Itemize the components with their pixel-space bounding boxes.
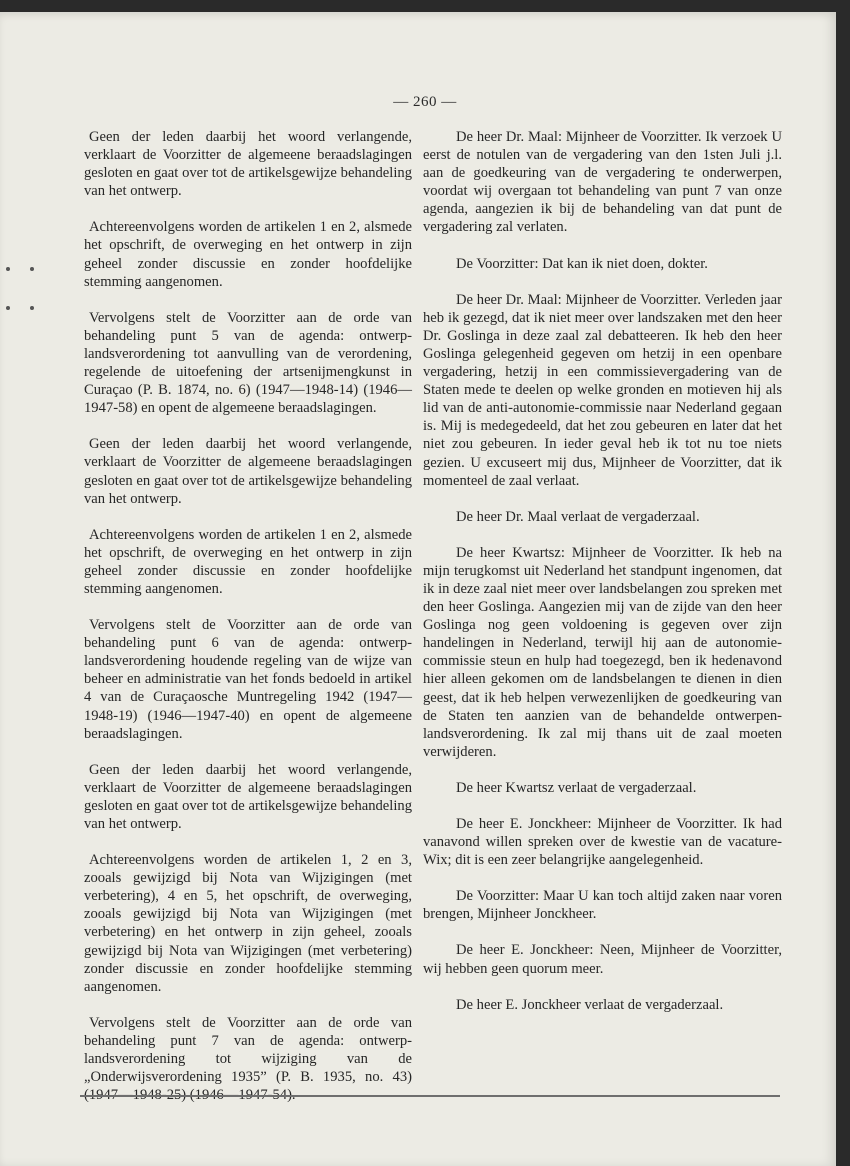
margin-mark [6,306,10,310]
paragraph: De heer Dr. Maal verlaat de vergaderzaal. [456,508,700,525]
paragraph: Achtereenvolgens worden de artikelen 1 en 2, alsmede het opschrift, de overweging en het ontwerp in zijn geheel zonder discussie en zonder hoofdelijke stemming aangenomen. [84,526,412,597]
paragraph: De heer Dr. Maal: Mijnheer de Voorzitter. Verleden jaar heb ik gezegd, dat ik niet meer over landszaken met den heer Dr. Goslinga in deze zaal zal debatteeren. Ik heb den heer Goslinga gelegenheid gegeven om hetzij in een openbare vergadering, hetzij in een commissievergadering van de Staten mede te deelen op welke gronden en motieven hij als lid van de anti-autonomie-commissie naar Nederland gegaan is. Mij is medegedeeld, dat het zou gebeuren en later dat het niet zou gebeuren. In ieder geval heb ik tot nu toe niets gezien. U excuseert mij dus, Mijnheer de Voorzitter, dat ik momenteel de zaal verlaat. [423,291,782,489]
paragraph: De Voorzitter: Dat kan ik niet doen, dokter. [456,255,708,272]
paragraph: De heer E. Jonckheer: Neen, Mijnheer de Voorzitter, wij hebben geen quorum meer. [423,942,782,977]
left-column [84,128,412,1122]
right-column [423,128,782,1032]
paragraph: Achtereenvolgens worden de artikelen 1, 2 en 3, zooals gewijzigd bij Nota van Wijzigingen (met verbetering), 4 en 5, het opschrift, de overweging, zooals gewijzigd bij Nota van Wijzigingen (met verbetering) en het ontwerp in zijn geheel, zooals gewijzigd bij Nota van Wijzigingen (met verbetering) zonder discussie en zonder hoofdelijke stemming aangenomen. [84,852,412,995]
paragraph: De heer Kwartsz verlaat de vergaderzaal. [456,779,697,796]
document-page [0,12,836,1166]
paragraph: De heer Kwartsz: Mijnheer de Voorzitter. Ik heb na mijn terugkomst uit Nederland het standpunt ingenomen, dat ik in deze zaal niet meer over landsbelangen zou spreken met den heer Goslinga. Aangezien mij van de zijde van den heer Goslinga nog geen voldoening is gegeven over zijn handelingen in Nederland, terwijl hij aan de autonomie-commissie steun en hulp had toegezegd, ben ik hedenavond hier alleen gekomen om de landsbelangen te dienen in dien geest, dat ik heb helpen verwezenlijken de goedkeuring van de Staten ten aanzien van de behandelde ontwerpen-landsverordening. Ik zal mij thans uit de zaal moeten verwijderen. [423,544,782,760]
paragraph: De heer E. Jonckheer verlaat de vergaderzaal. [456,996,724,1013]
paragraph: Achtereenvolgens worden de artikelen 1 en 2, alsmede het opschrift, de overweging en het ontwerp in zijn geheel zonder discussie en zonder hoofdelijke stemming aangenomen. [84,219,412,290]
bottom-rule [80,1095,780,1097]
paragraph: De heer Dr. Maal: Mijnheer de Voorzitter. Ik verzoek U eerst de notulen van de vergadering van den 1sten Juli j.l. aan de goedkeuring van de vergadering te onderwerpen, voordat wij overgaan tot behandeling van punt 7 van onze agenda, aangezien ik bij de behandeling van dat punt de vergadering zal verlaten. [423,129,782,236]
page-number: — 260 — [393,94,457,110]
margin-mark [30,306,34,310]
paragraph: De Voorzitter: Maar U kan toch altijd zaken naar voren brengen, Mijnheer Jonckheer. [423,888,782,923]
paragraph: Geen der leden daarbij het woord verlangende, verklaart de Voorzitter de algemeene beraadslagingen gesloten en gaat over tot de artikelsgewijze behandeling van het ontwerp. [84,436,412,507]
paragraph: Geen der leden daarbij het woord verlangende, verklaart de Voorzitter de algemeene beraadslagingen gesloten en gaat over tot de artikelsgewijze behandeling van het ontwerp. [84,129,412,200]
margin-mark [6,267,10,271]
paragraph: Vervolgens stelt de Voorzitter aan de orde van behandeling punt 7 van de agenda: ontwerp-landsverordening tot wijziging van de „Onderwijsverordening 1935” (P. B. 1935, no. 43) (1947—1948-25) (1946—1947-54). [84,1014,412,1104]
paragraph: Vervolgens stelt de Voorzitter aan de orde van behandeling punt 6 van de agenda: ontwerp-landsverordening houdende regeling van de wijze van beheer en administratie van het fonds bedoeld in artikel 4 van de Curaçaosche Muntregeling 1942 (1947—1948-19) (1946—1947-40) en opent de algemeene beraadslagingen. [84,617,412,742]
paragraph: Geen der leden daarbij het woord verlangende, verklaart de Voorzitter de algemeene beraadslagingen gesloten en gaat over tot de artikelsgewijze behandeling van het ontwerp. [84,761,412,832]
paragraph: Vervolgens stelt de Voorzitter aan de orde van behandeling punt 5 van de agenda: ontwerp-landsverordening tot aanvulling van de verordening, regelende de uitoefening der artsenijmengkunst in Curaçao (P. B. 1874, no. 6) (1947—1948-14) (1946—1947-58) en opent de algemeene beraadslagingen. [84,309,412,417]
margin-mark [30,267,34,271]
paragraph: De heer E. Jonckheer: Mijnheer de Voorzitter. Ik had vanavond willen spreken over de kwestie van de vacature-Wix; dit is een zeer belangrijke aangelegenheid. [423,816,782,869]
